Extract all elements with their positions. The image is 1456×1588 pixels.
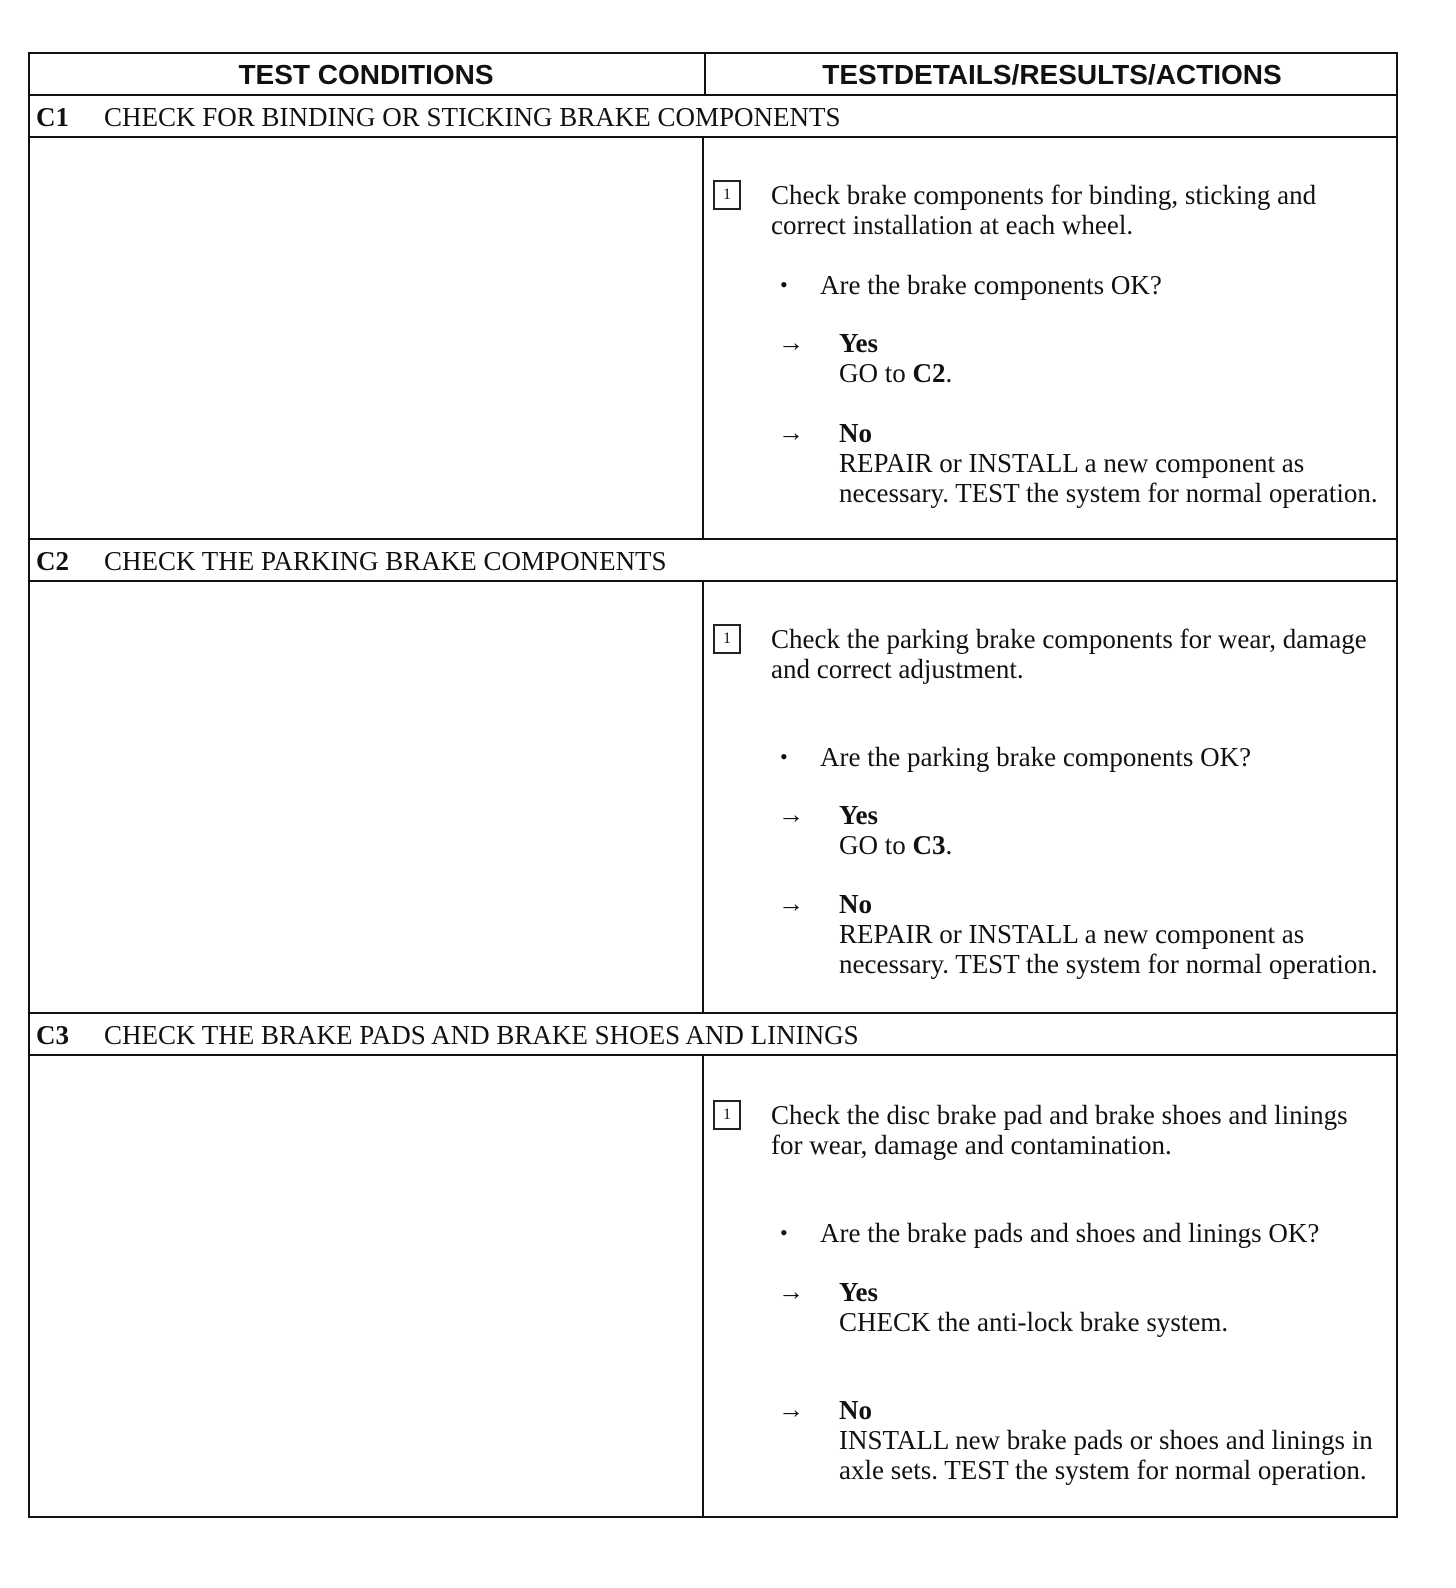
step-question: Are the parking brake components OK?	[820, 742, 1252, 772]
section-title-text: CHECK THE BRAKE PADS AND BRAKE SHOES AND LININGS	[104, 1020, 859, 1050]
section-title-text: CHECK THE PARKING BRAKE COMPONENTS	[104, 546, 667, 576]
answer-no	[839, 1395, 1384, 1485]
answer-yes-label: Yes	[839, 328, 878, 358]
step-instruction: Check the disc brake pad and brake shoes and linings for wear, damage and contamination.	[771, 1100, 1348, 1160]
table-header	[30, 54, 1396, 96]
step-number-box: 1	[713, 1100, 741, 1130]
column-divider	[702, 1056, 704, 1516]
header-test-conditions: TEST CONDITIONS	[238, 59, 494, 90]
arrow-right-icon: →	[778, 889, 804, 918]
answer-yes-reference: C3	[912, 830, 946, 860]
column-divider	[702, 582, 704, 1012]
answer-no-text: INSTALL new brake pads or shoes and linings in axle sets. TEST the system for normal operation.	[839, 1425, 1373, 1485]
arrow-right-icon: →	[778, 1277, 804, 1306]
answer-yes-prefix: GO to	[839, 358, 913, 388]
section-c3-title	[30, 1014, 1396, 1056]
header-test-details: TESTDETAILS/RESULTS/ACTIONS	[704, 54, 1398, 94]
answer-yes-reference: C2	[912, 358, 946, 388]
section-c1-title	[30, 96, 1396, 138]
answer-yes	[839, 328, 1384, 388]
arrow-right-icon: →	[778, 800, 804, 829]
section-c2-body	[30, 582, 1396, 1014]
section-c3-body	[30, 1056, 1396, 1516]
column-divider	[702, 138, 704, 538]
answer-no-label: No	[839, 418, 872, 448]
answer-yes-suffix: .	[945, 358, 953, 388]
section-id: C1	[36, 102, 69, 132]
answer-no	[839, 418, 1384, 508]
answer-no	[839, 889, 1384, 979]
step-instruction: Check brake components for binding, sticking and correct installation at each wheel.	[771, 180, 1317, 240]
answer-yes-label: Yes	[839, 800, 878, 830]
step-instruction: Check the parking brake components for wear, damage and correct adjustment.	[771, 624, 1367, 684]
section-c2-title	[30, 540, 1396, 582]
answer-yes-label: Yes	[839, 1277, 878, 1307]
arrow-right-icon: →	[778, 328, 804, 357]
step-question: Are the brake pads and shoes and linings OK?	[820, 1218, 1320, 1248]
answer-no-label: No	[839, 1395, 872, 1425]
section-c1-body	[30, 138, 1396, 540]
step-question: Are the brake components OK?	[820, 270, 1162, 300]
answer-yes	[839, 1277, 1384, 1337]
answer-yes-text: CHECK the anti-lock brake system.	[839, 1307, 1229, 1337]
answer-no-label: No	[839, 889, 872, 919]
section-id: C2	[36, 546, 69, 576]
step-number-box: 1	[713, 180, 741, 210]
bullet-icon: •	[780, 744, 788, 769]
section-id: C3	[36, 1020, 69, 1050]
arrow-right-icon: →	[778, 1395, 804, 1424]
answer-no-text: REPAIR or INSTALL a new component as necessary. TEST the system for normal operation.	[839, 448, 1378, 508]
bullet-icon: •	[780, 272, 788, 297]
bullet-icon: •	[780, 1220, 788, 1245]
section-title-text: CHECK FOR BINDING OR STICKING BRAKE COMPONENTS	[104, 102, 841, 132]
step-number-box: 1	[713, 624, 741, 654]
answer-no-text: REPAIR or INSTALL a new component as necessary. TEST the system for normal operation.	[839, 919, 1378, 979]
arrow-right-icon: →	[778, 418, 804, 447]
answer-yes-suffix: .	[945, 830, 953, 860]
answer-yes-prefix: GO to	[839, 830, 913, 860]
diagnostic-table	[28, 52, 1398, 1518]
answer-yes	[839, 800, 1384, 860]
